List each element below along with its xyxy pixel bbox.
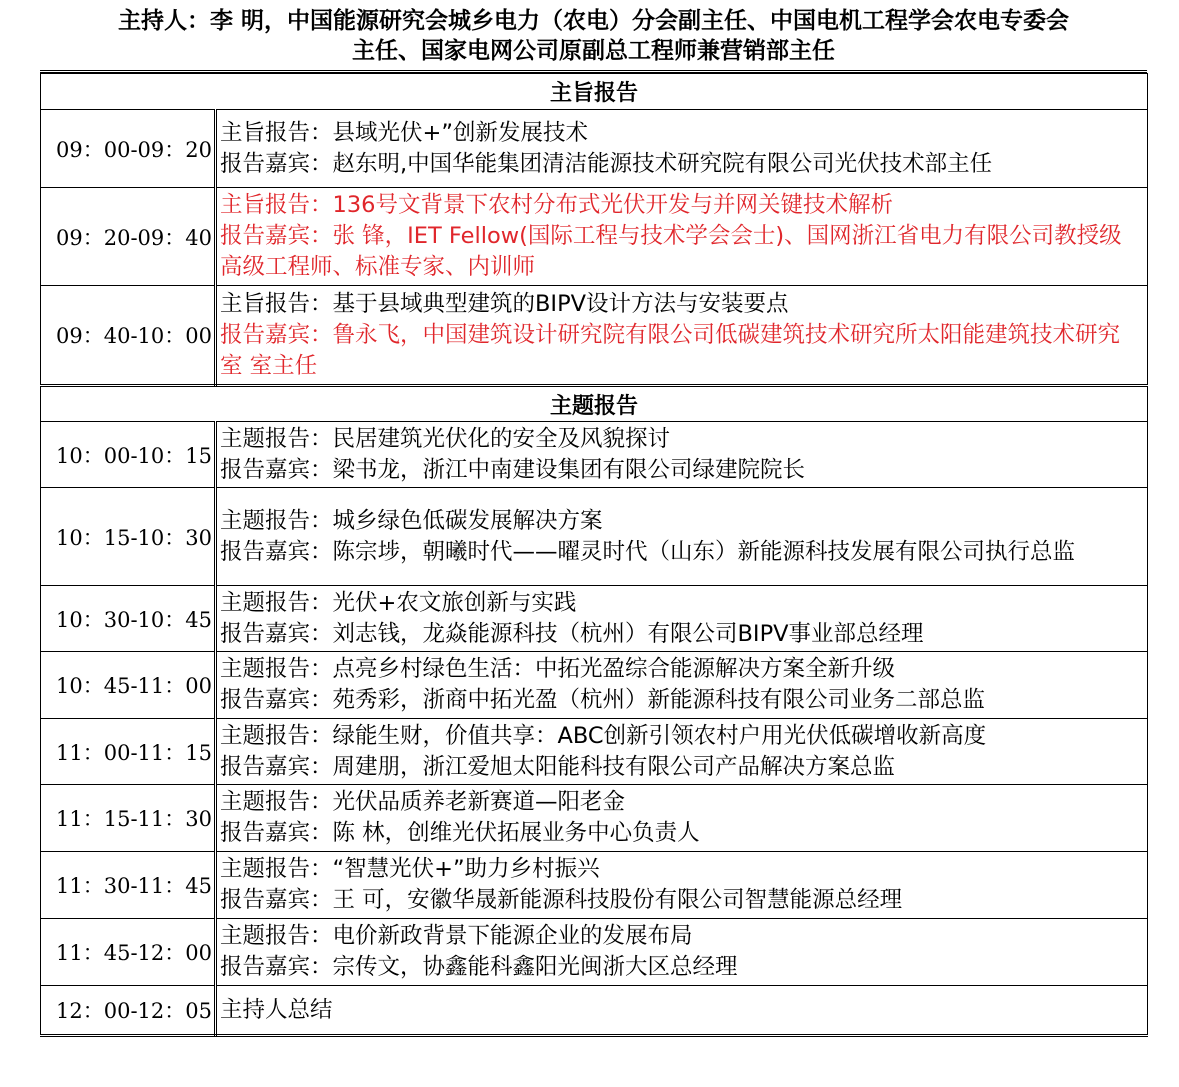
topic-text: 主旨报告：136号文背景下农村分布式光伏开发与并网关键技术解析 bbox=[220, 192, 893, 218]
session-cell bbox=[216, 586, 1148, 652]
speaker-text: 报告嘉宾：陈 林，创维光伏拓展业务中心负责人 bbox=[220, 820, 700, 846]
topic-text: 主题报告：“智慧光伏+”助力乡村振兴 bbox=[220, 856, 600, 882]
speaker-text: 报告嘉宾：赵东明,中国华能集团清洁能源技术研究院有限公司光伏技术部主任 bbox=[220, 150, 993, 177]
session-cell bbox=[216, 286, 1148, 386]
topic-text: 主题报告：电价新政背景下能源企业的发展布局 bbox=[220, 923, 693, 949]
speaker-text: 报告嘉宾：宗传文，协鑫能科鑫阳光闽浙大区总经理 bbox=[220, 954, 738, 980]
session-cell bbox=[216, 785, 1148, 852]
host-line-2: 主任、国家电网公司原副总工程师兼营销部主任 bbox=[352, 38, 835, 64]
table-row bbox=[41, 422, 1148, 488]
table-row bbox=[41, 188, 1148, 286]
time-slot: 09：20-09：40 bbox=[41, 188, 216, 286]
session-cell bbox=[216, 188, 1148, 286]
speaker-text: 报告嘉宾：刘志钱，龙焱能源科技（杭州）有限公司BIPV事业部总经理 bbox=[220, 620, 924, 647]
table-row bbox=[41, 852, 1148, 919]
time-slot: 10：45-11：00 bbox=[41, 652, 216, 719]
speaker-text: 报告嘉宾：梁书龙，浙江中南建设集团有限公司绿建院院长 bbox=[220, 456, 806, 483]
speaker-text: 报告嘉宾：陈宗埗，朝曦时代——曜灵时代（山东）新能源科技发展有限公司执行总监 bbox=[220, 538, 1076, 565]
time-slot: 11：15-11：30 bbox=[41, 785, 216, 852]
table-row bbox=[41, 488, 1148, 586]
time-slot: 10：30-10：45 bbox=[41, 586, 216, 652]
speaker-text: 报告嘉宾：王 可，安徽华晟新能源科技股份有限公司智慧能源总经理 bbox=[220, 887, 903, 913]
topic-text: 主持人总结 bbox=[220, 996, 333, 1023]
table-row bbox=[41, 110, 1148, 188]
table-row bbox=[41, 586, 1148, 652]
topic-text: 主题报告：光伏品质养老新赛道—阳老金 bbox=[220, 789, 626, 815]
session-cell bbox=[216, 719, 1148, 785]
topic-text: 主题报告：绿能生财，价值共享：ABC创新引领农村户用光伏低碳增收新高度 bbox=[220, 722, 987, 749]
keynote-section-title: 主旨报告 bbox=[41, 74, 1148, 110]
table-row bbox=[41, 785, 1148, 852]
session-cell bbox=[216, 110, 1148, 188]
time-slot: 09：40-10：00 bbox=[41, 286, 216, 386]
session-cell bbox=[216, 852, 1148, 919]
topic-text: 主旨报告：基于县域典型建筑的BIPV设计方法与安装要点 bbox=[220, 290, 789, 317]
speaker-text: 报告嘉宾：鲁永飞，中国建筑设计研究院有限公司低碳建筑技术研究所太阳能建筑技术研究室 室主任 bbox=[220, 321, 1121, 379]
time-slot: 12：00-12：05 bbox=[41, 986, 216, 1036]
agenda-page bbox=[40, 0, 1147, 1037]
topic-text: 主题报告：民居建筑光伏化的安全及风貌探讨 bbox=[220, 425, 671, 452]
speaker-text: 报告嘉宾：苑秀彩，浙商中拓光盈（杭州）新能源科技有限公司业务二部总监 bbox=[220, 687, 986, 713]
table-row bbox=[41, 919, 1148, 986]
time-slot: 11：00-11：15 bbox=[41, 719, 216, 785]
speaker-text: 报告嘉宾：周建朋，浙江爱旭太阳能科技有限公司产品解决方案总监 bbox=[220, 753, 896, 780]
topic-text: 主题报告：点亮乡村绿色生活：中拓光盈综合能源解决方案全新升级 bbox=[220, 656, 896, 682]
time-slot: 11：30-11：45 bbox=[41, 852, 216, 919]
table-row bbox=[41, 719, 1148, 785]
session-cell bbox=[216, 488, 1148, 586]
table-row bbox=[41, 286, 1148, 386]
time-slot: 09：00-09：20 bbox=[41, 110, 216, 188]
session-cell bbox=[216, 986, 1148, 1036]
host-line-1: 主持人：李 明，中国能源研究会城乡电力（农电）分会副主任、中国电机工程学会农电专委会 bbox=[117, 8, 1069, 34]
host-header bbox=[40, 0, 1147, 73]
table-row bbox=[41, 986, 1148, 1036]
speaker-text: 报告嘉宾：张 锋，IET Fellow(国际工程与技术学会会士)、国网浙江省电力有限公司教授级高级工程师、标准专家、内训师 bbox=[220, 223, 1122, 280]
session-cell bbox=[216, 919, 1148, 986]
topic-text: 主旨报告：县域光伏+”创新发展技术 bbox=[220, 119, 589, 146]
topic-text: 主题报告：城乡绿色低碳发展解决方案 bbox=[220, 507, 603, 534]
theme-section-title: 主题报告 bbox=[41, 386, 1148, 422]
time-slot: 10：15-10：30 bbox=[41, 488, 216, 586]
session-cell bbox=[216, 422, 1148, 488]
agenda-table bbox=[40, 73, 1148, 1037]
topic-text: 主题报告：光伏+农文旅创新与实践 bbox=[220, 589, 577, 616]
time-slot: 10：00-10：15 bbox=[41, 422, 216, 488]
time-slot: 11：45-12：00 bbox=[41, 919, 216, 986]
table-row bbox=[41, 652, 1148, 719]
session-cell bbox=[216, 652, 1148, 719]
